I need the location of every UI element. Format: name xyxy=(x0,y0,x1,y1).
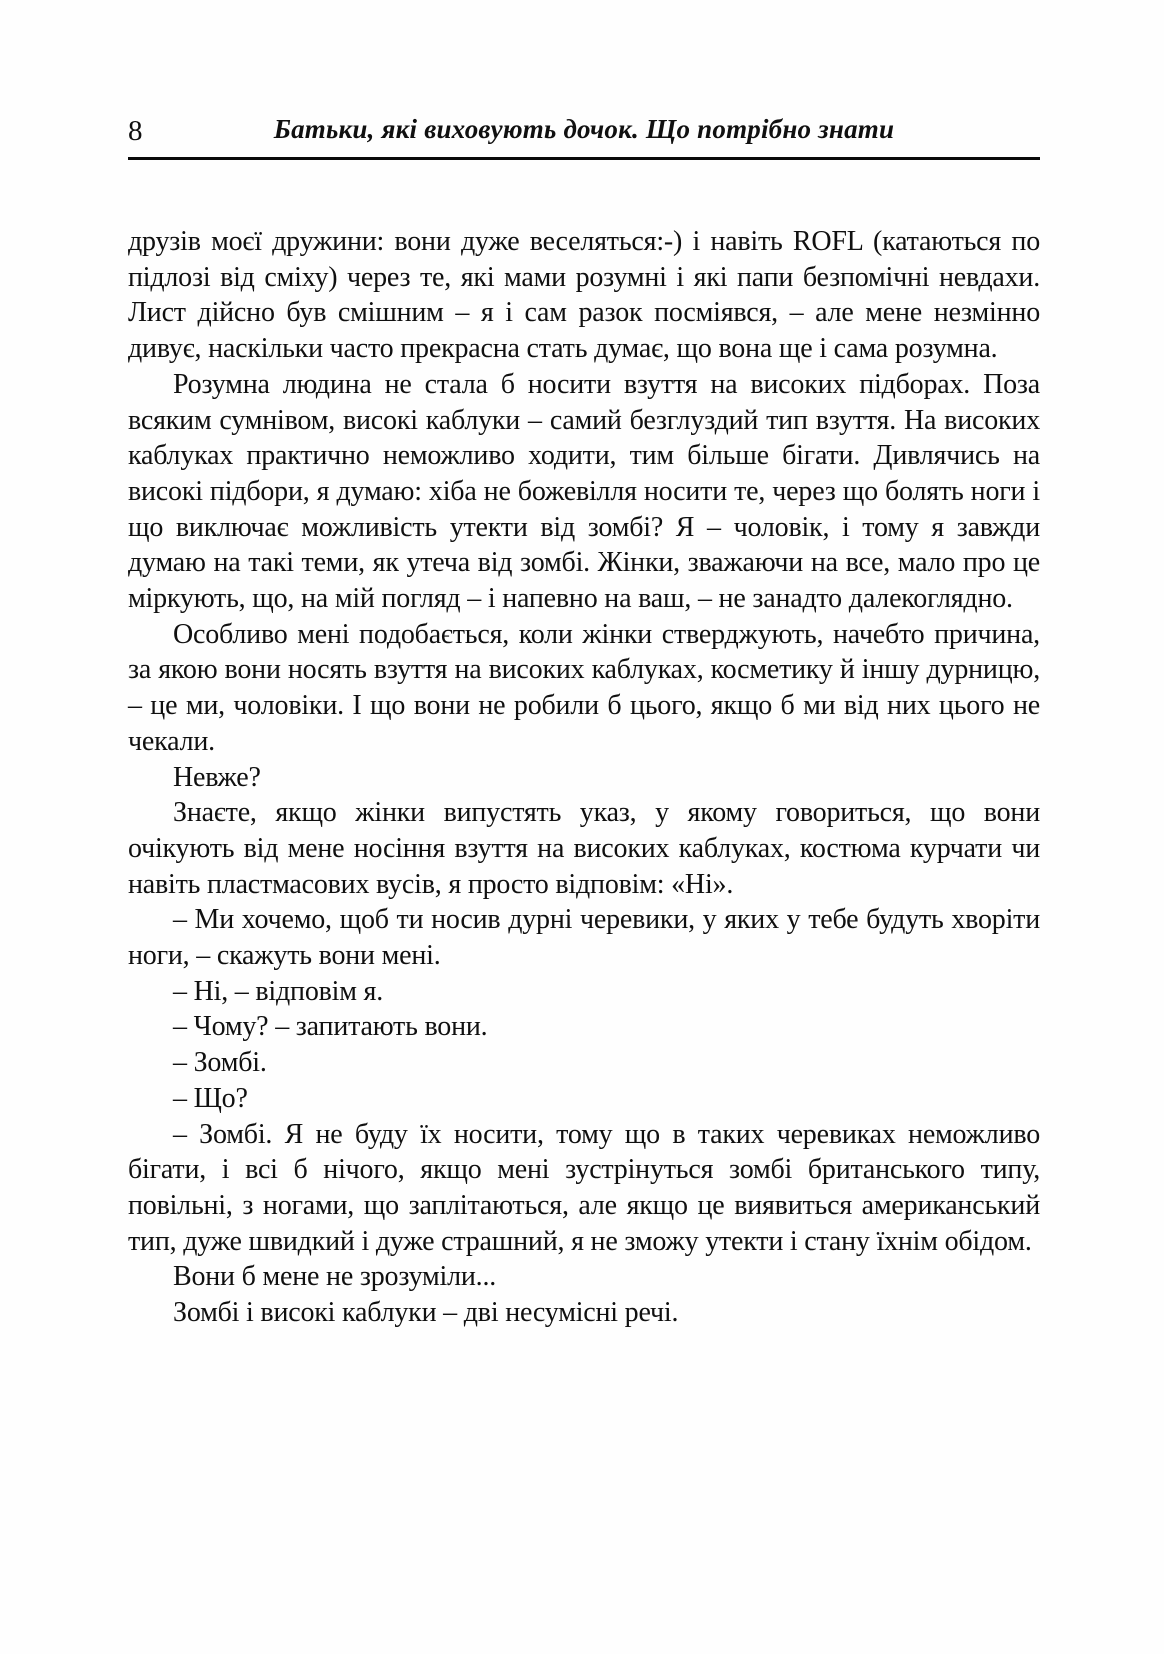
paragraph: – Чому? – запитають вони. xyxy=(173,1011,488,1043)
paragraph: Вони б мене не зрозуміли... xyxy=(173,1261,497,1293)
body-text xyxy=(128,224,1040,1331)
running-title: Батьки, які виховують дочок. Що потрібно знати xyxy=(273,114,895,144)
paragraph: Розумна людина не стала б носити взуття на високих підборах. Поза всяким сумнівом, високі каблуки – самий безглуздий тип взуття. На високих каблуках практично неможливо ходити, тим більше бігати. Дивлячись на високі підбори, я думаю: хіба не божевілля носити те, через що болять ноги і що виключає можливість утекти від зомбі? Я – чоловік, і тому я завжди думаю на такі теми, як утеча від зомбі. Жінки, зважаючи на все, мало про це міркують, що, на мій погляд – і напевно на ваш, – не занадто далекоглядно. xyxy=(128,368,1040,615)
paragraph: Знаєте, якщо жінки випустять указ, у якому говориться, що вони очікують від мене носіння взуття на високих каблуках, костюма курчати чи навіть пластмасових вусів, я просто відповім: «Ні». xyxy=(128,797,1040,900)
paragraph: – Ми хочемо, щоб ти носив дурні черевики, у яких у тебе будуть хворіти ноги, – скажуть вони мені. xyxy=(128,904,1040,972)
page-header xyxy=(128,112,1040,160)
page-number: 8 xyxy=(128,115,143,147)
paragraph: – Зомбі. Я не буду їх носити, тому що в таких черевиках неможливо бігати, і всі б нічого, якщо мені зустрінуться зомбі британського типу, повільні, з ногами, що заплітаються, але якщо це виявиться американський тип, дуже швидкий і дуже страшний, я не зможу утекти і стану їхнім обідом. xyxy=(128,1118,1040,1257)
paragraph: друзів моєї дружини: вони дуже веселяться:-) і навіть ROFL (катаються по підлозі від сміху) через те, які мами розумні і які папи безпомічні невдахи. Лист дійсно був смішним – я і сам разок посміявся, – але мене незмінно дивує, наскільки часто прекрасна стать думає, що вона ще і сама розумна. xyxy=(128,226,1040,365)
paragraph: Зомбі і високі каблуки – дві несумісні речі. xyxy=(173,1297,679,1329)
paragraph: – Ні, – відповім я. xyxy=(173,975,384,1007)
paragraph: Особливо мені подобається, коли жінки стверджують, начебто причина, за якою вони носять взуття на високих каблуках, косметику й іншу дурницю, – це ми, чоловіки. І що вони не робили б цього, якщо б ми від них цього не чекали. xyxy=(128,618,1040,757)
paragraph: – Зомбі. xyxy=(173,1047,267,1079)
paragraph: – Що? xyxy=(173,1082,248,1114)
paragraph: Невже? xyxy=(173,761,261,793)
